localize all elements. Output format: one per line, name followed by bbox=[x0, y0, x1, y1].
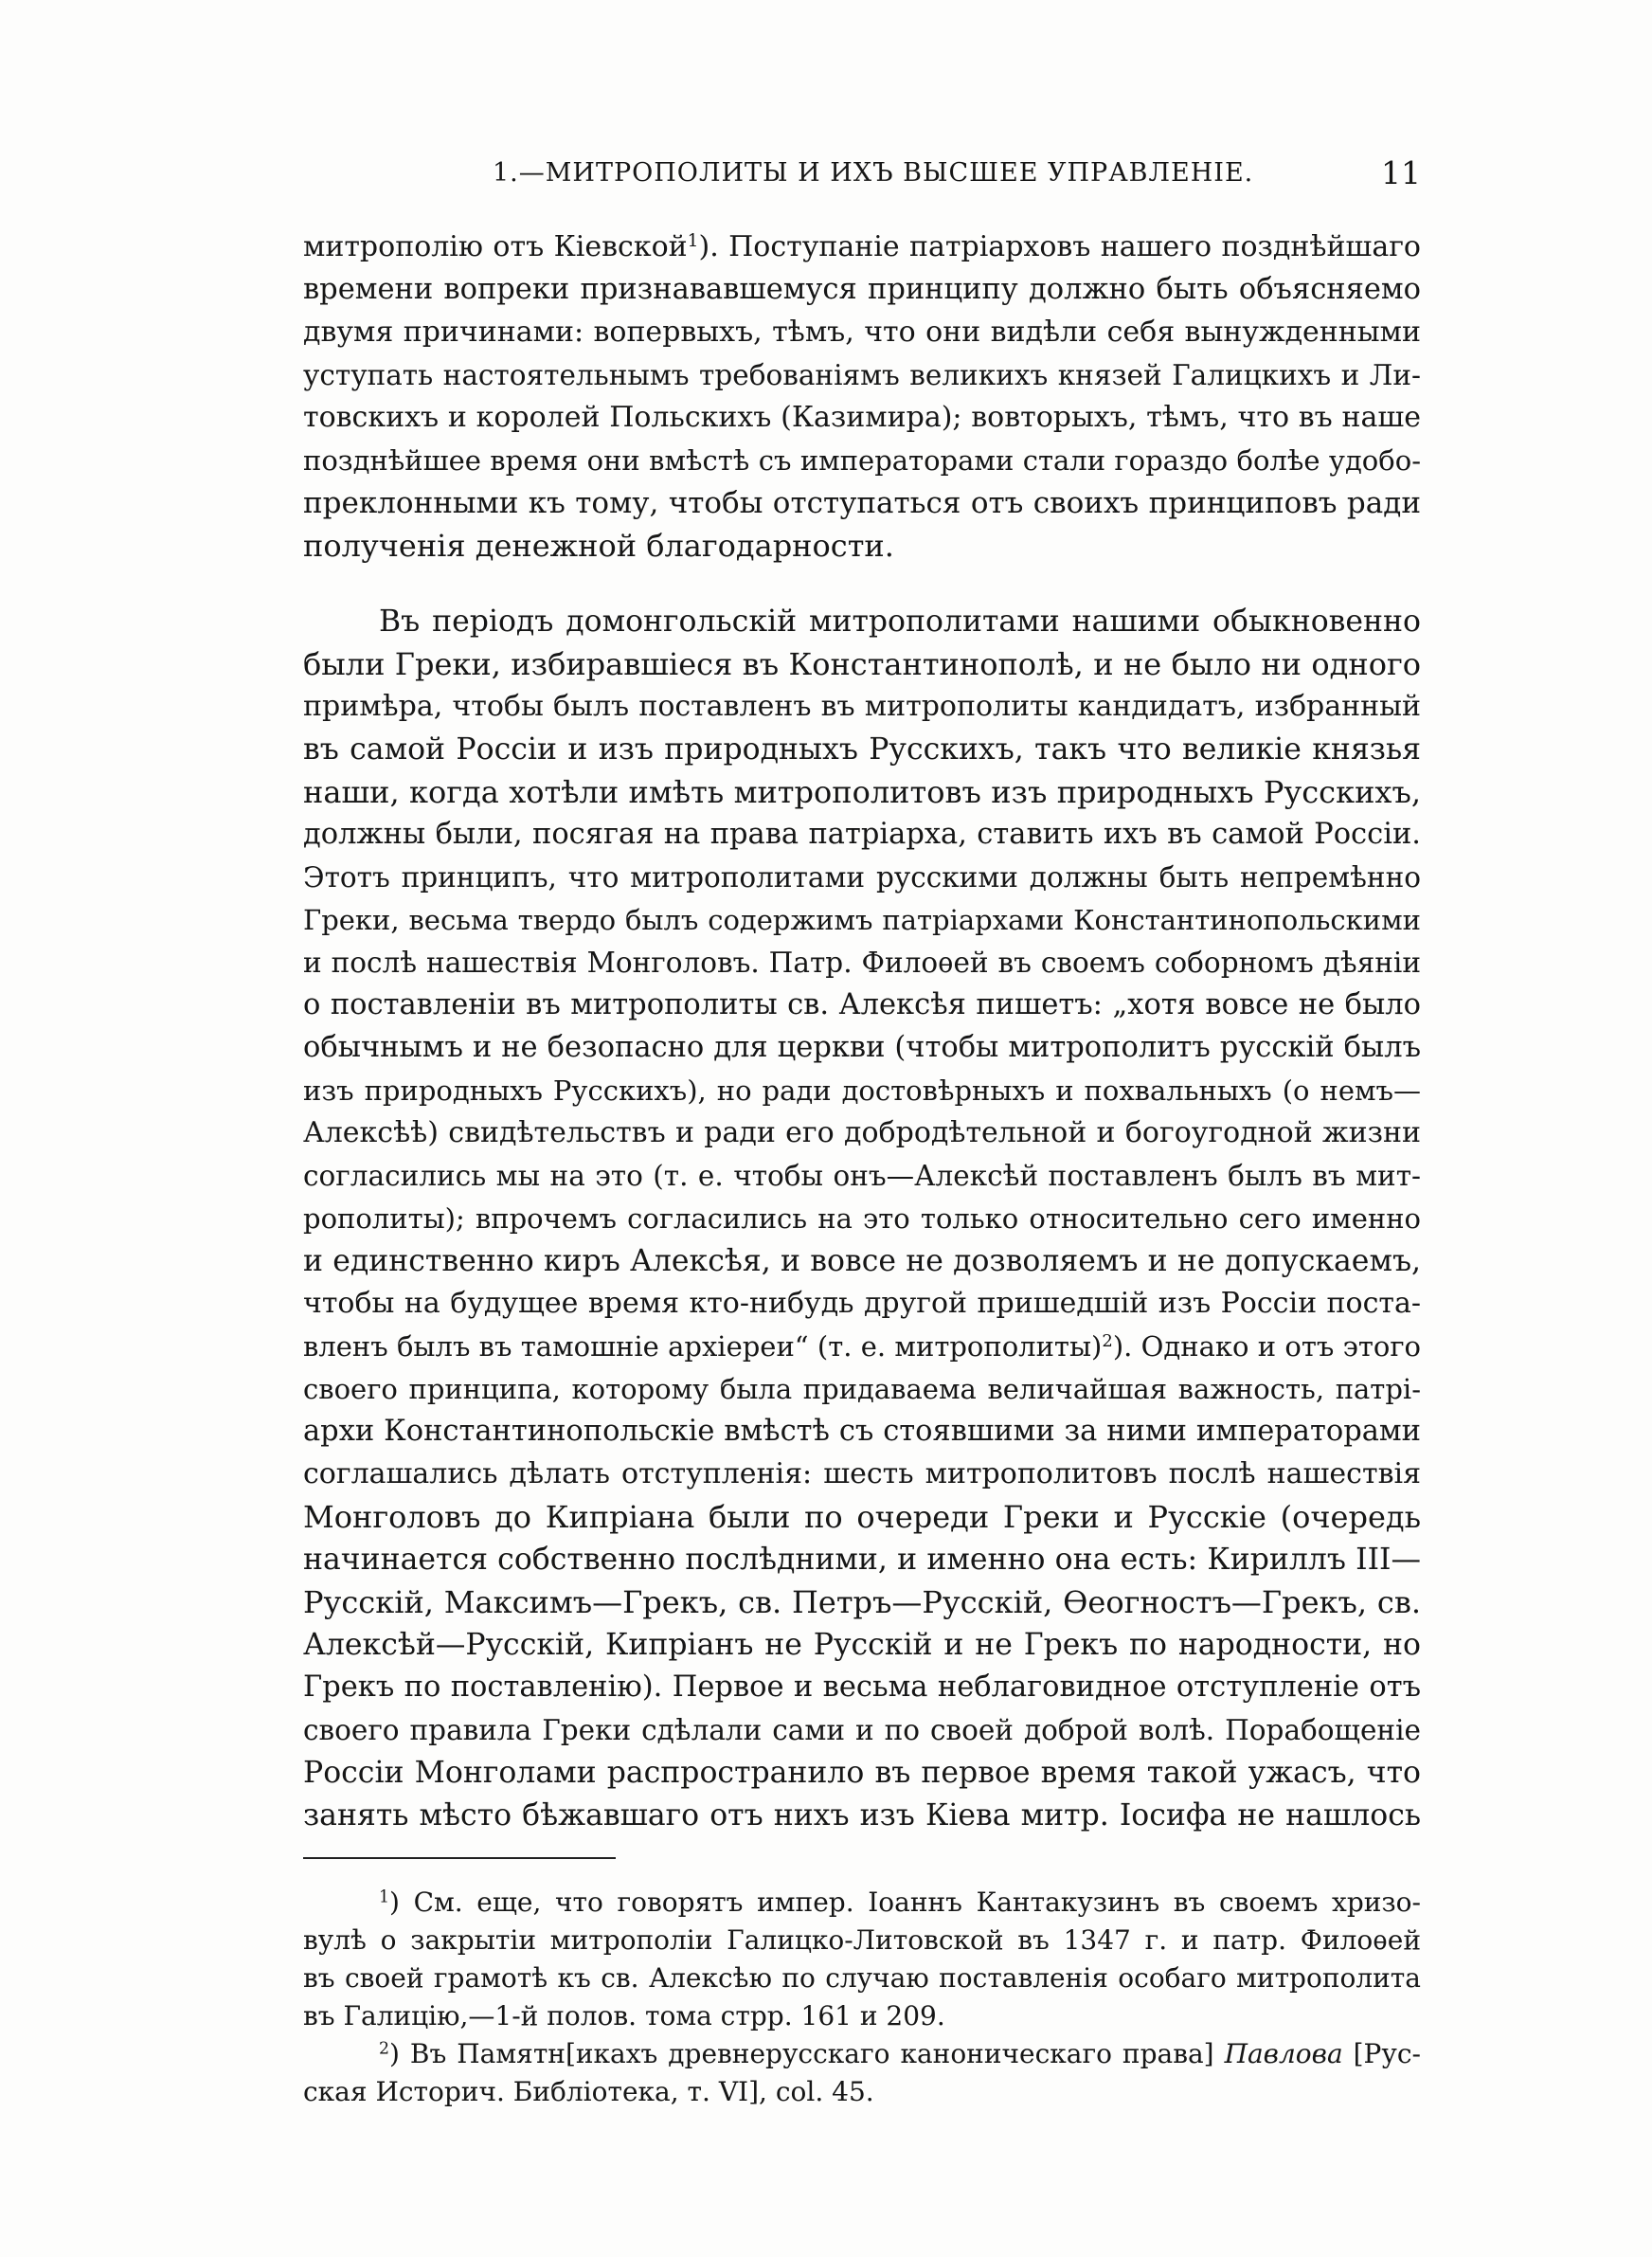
footnote-divider bbox=[303, 1857, 616, 1859]
footnote-2-line: ская Историч. Библіотека, т. VI], col. 45. bbox=[303, 2076, 874, 2107]
footnote-ref-1: 1 bbox=[687, 230, 699, 251]
text-line: Монголовъ до Кипріана были по очереди Греки и Русскіе (очередь bbox=[303, 1499, 1421, 1535]
text-line: и единственно киръ Алексѣя, и вовсе не дозволяемъ и не допускаемъ, bbox=[303, 1244, 1421, 1278]
text-line: времени вопреки признававшемуся принципу должно быть объясняемо bbox=[303, 273, 1421, 306]
text-line: наши, когда хотѣли имѣть митрополитовъ изъ природныхъ Русскихъ, bbox=[303, 774, 1421, 810]
author-name: Павлова bbox=[1224, 2038, 1343, 2069]
text-line: архи Константинопольскіе вмѣстѣ съ стоявшими за ними императорами bbox=[303, 1415, 1421, 1448]
footnote-ref-2: 2 bbox=[1102, 1331, 1113, 1352]
text-segment: ). Поступаніе патріарховъ нашего позднѣйшаго bbox=[698, 230, 1421, 263]
text-line bbox=[303, 1327, 1421, 1366]
text-line: двумя причинами: вопервыхъ, тѣмъ, что они видѣли себя вынужденными bbox=[303, 316, 1421, 349]
running-head bbox=[303, 150, 1421, 197]
text-line: Въ періодъ домонгольскій митрополитами нашими обыкновенно bbox=[379, 605, 1421, 639]
page-number: 11 bbox=[1381, 154, 1421, 191]
text-segment: ) См. еще, что говорятъ импер. Іоаннъ Кантакузинъ въ своемъ хризо- bbox=[389, 1887, 1421, 1918]
footnote-1-line: въ Галицію,—1-й полов. тома стрр. 161 и 209. bbox=[303, 2000, 945, 2031]
text-line: полученія денежной благодарности. bbox=[303, 528, 894, 564]
running-title: 1.—МИТРОПОЛИТЫ И ИХЪ ВЫСШЕЕ УПРАВЛЕНІЕ. bbox=[493, 158, 1254, 188]
text-line: начинается собственно послѣдними, и именно она есть: Кириллъ III— bbox=[303, 1543, 1421, 1577]
text-line: согласились мы на это (т. е. чтобы онъ—Алексѣй поставленъ былъ въ мит- bbox=[303, 1160, 1421, 1192]
text-line: уступать настоятельнымъ требованіямъ великихъ князей Галицкихъ и Ли- bbox=[303, 359, 1421, 391]
text-line: Россіи Монголами распространило въ первое время такой ужасъ, что bbox=[303, 1756, 1421, 1790]
footnote-2-line bbox=[303, 2037, 1421, 2071]
text-line: примѣра, чтобы былъ поставленъ въ митрополиты кандидатъ, избранный bbox=[303, 690, 1421, 723]
text-line: были Греки, избиравшіеся въ Константинополѣ, и не было ни одного bbox=[303, 646, 1421, 682]
text-line: Этотъ принципъ, что митрополитами русскими должны быть непремѣнно bbox=[303, 861, 1421, 894]
footnote-1-line: въ своей грамотѣ къ св. Алексѣю по случаю поставленія особаго митрополита bbox=[303, 1962, 1421, 1994]
text-segment: [Рус- bbox=[1353, 2038, 1421, 2069]
footnote-1-mark: 1 bbox=[379, 1887, 390, 1907]
text-line: Алексѣй—Русскій, Кипріанъ не Русскій и не Грекъ по народности, но bbox=[303, 1628, 1421, 1662]
text-line bbox=[303, 227, 1421, 267]
footnote-1-line bbox=[303, 1886, 1421, 1920]
text-line: занять мѣсто бѣжавшаго отъ нихъ изъ Кіева митр. Іосифа не нашлось bbox=[303, 1798, 1421, 1833]
text-line: Алексѣѣ) свидѣтельствъ и ради его добродѣтельной и богоугодной жизни bbox=[303, 1116, 1421, 1149]
text-line: о поставленіи въ митрополиты св. Алексѣя пишетъ: „хотя вовсе не было bbox=[303, 988, 1421, 1021]
text-line: преклонными къ тому, чтобы отступаться отъ своихъ принциповъ ради bbox=[303, 486, 1421, 520]
text-line: Грекъ по поставленію). Первое и весьма неблаговидное отступленіе отъ bbox=[303, 1670, 1421, 1704]
text-line: въ самой Россіи и изъ природныхъ Русскихъ, такъ что великіе князья bbox=[303, 732, 1421, 767]
text-segment: ). Однако и отъ этого bbox=[1112, 1330, 1421, 1363]
text-segment: митрополію отъ Кіевской bbox=[303, 230, 688, 263]
text-line: Греки, весьма твердо былъ содержимъ патріархами Константинопольскими bbox=[303, 904, 1421, 936]
text-line: своего правила Греки сдѣлали сами и по своей доброй волѣ. Порабощеніе bbox=[303, 1714, 1421, 1746]
text-line: чтобы на будущее время кто-нибудь другой пришедшій изъ Россіи поста- bbox=[303, 1287, 1421, 1320]
text-line: Русскій, Максимъ—Грекъ, св. Петръ—Русскій, Ѳеогностъ—Грекъ, св. bbox=[303, 1584, 1421, 1620]
text-line: изъ природныхъ Русскихъ), но ради достовѣрныхъ и похвальныхъ (о немъ— bbox=[303, 1074, 1421, 1107]
text-line: обычнымъ и не безопасно для церкви (чтобы митрополитъ русскій былъ bbox=[303, 1031, 1421, 1064]
text-line: и послѣ нашествія Монголовъ. Патр. Филоѳей въ своемъ соборномъ дѣяніи bbox=[303, 947, 1421, 979]
text-line: должны были, посягая на права патріарха, ставить ихъ въ самой Россіи. bbox=[303, 818, 1421, 851]
text-line: соглашались дѣлать отступленія: шесть митрополитовъ послѣ нашествія bbox=[303, 1457, 1421, 1490]
text-line: своего принципа, которому была придаваема величайшая важность, патрі- bbox=[303, 1373, 1421, 1405]
text-segment: вленъ былъ въ тамошніе архіереи“ (т. е. митрополиты) bbox=[303, 1330, 1103, 1363]
text-line: позднѣйшее время они вмѣстѣ съ императорами стали гораздо болѣе удобо- bbox=[303, 444, 1421, 477]
text-line: рополиты); впрочемъ согласились на это только относительно сего именно bbox=[303, 1202, 1421, 1235]
text-line: товскихъ и королей Польскихъ (Казимира); вовторыхъ, тѣмъ, что въ наше bbox=[303, 401, 1421, 434]
text-segment: ) Въ Памятн[икахъ древнерусскаго каноническаго права] bbox=[389, 2038, 1214, 2069]
footnote-1-line: вулѣ о закрытіи митрополіи Галицко-Литовской въ 1347 г. и патр. Филоѳей bbox=[303, 1924, 1421, 1956]
footnote-2-mark: 2 bbox=[379, 2039, 390, 2059]
